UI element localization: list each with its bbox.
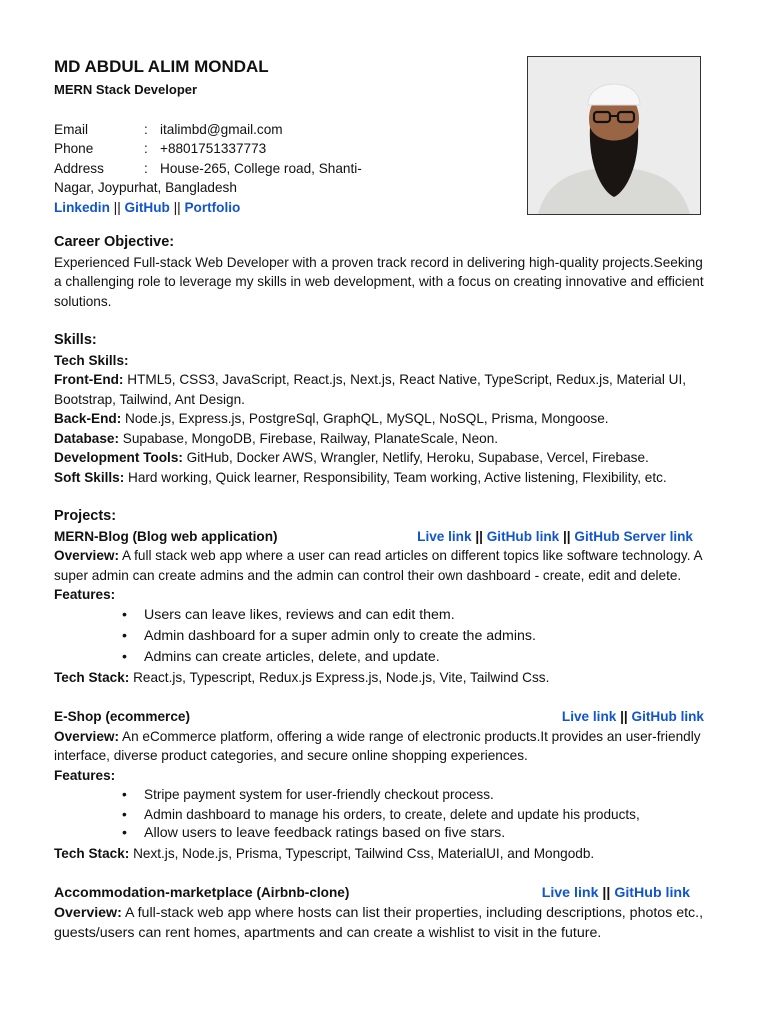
resume-page: [54, 56, 714, 943]
project-header: [54, 707, 714, 727]
features-label: Features:: [54, 587, 116, 602]
contact-address-row: [54, 159, 374, 179]
skill-value: Node.js, Express.js, PostgreSql, GraphQL, MySQL, NoSQL, Prisma, Mongoose.: [121, 411, 609, 426]
project-links: [542, 883, 690, 903]
project-header: [54, 883, 714, 903]
list-item: • Stripe payment system for user-friendly checkout process.: [144, 785, 714, 805]
address-label: Address: [54, 160, 104, 176]
skill-label: Development Tools:: [54, 450, 183, 465]
project-header: [54, 527, 714, 547]
link-separator: ||: [620, 709, 628, 724]
contact-block: [54, 120, 374, 218]
phone-colon: :: [144, 141, 148, 156]
address-value-line2: Nagar, Joypurhat, Bangladesh: [54, 180, 237, 195]
feature-list: [54, 785, 714, 844]
link-separator: ||: [563, 528, 571, 544]
link-separator: ||: [475, 528, 483, 544]
feature-list: [54, 605, 714, 668]
profile-links: [54, 198, 374, 218]
overview-text: A full stack web app where a user can read articles on different topics like software technology. A super admin can create admins and the admin can control their own dashboard - create, edit and delete.: [54, 548, 702, 583]
portfolio-link[interactable]: Portfolio: [184, 199, 241, 215]
skill-row-devtools: [54, 448, 714, 468]
skill-row-frontend: [54, 370, 714, 409]
career-objective-section: [54, 233, 714, 311]
project-tech-stack: [54, 668, 714, 688]
github-link[interactable]: GitHub link: [486, 528, 560, 544]
email-value: italimbd@gmail.com: [160, 121, 283, 137]
skill-label: Soft Skills:: [54, 469, 125, 485]
tech-stack-label: Tech Stack:: [54, 845, 130, 861]
candidate-name: MD ABDUL ALIM MONDAL: [54, 57, 269, 76]
list-item: • Allow users to leave feedback ratings based on five stars.: [144, 824, 714, 844]
skill-value: GitHub, Docker AWS, Wrangler, Netlify, Heroku, Supabase, Vercel, Firebase.: [182, 450, 649, 465]
skill-row-backend: [54, 409, 714, 429]
tech-stack-text: React.js, Typescript, Redux.js Express.js, Node.js, Vite, Tailwind Css.: [129, 669, 550, 685]
project-links: [417, 527, 693, 547]
overview-label: Overview:: [54, 728, 119, 744]
project-overview: [54, 727, 714, 766]
tech-stack-label: Tech Stack:: [54, 669, 130, 685]
project-overview: [54, 546, 714, 585]
overview-label: Overview:: [54, 905, 122, 921]
skill-label: Front-End:: [54, 372, 124, 387]
project-mern-blog: [54, 527, 714, 688]
list-item: • Users can leave likes, reviews and can edit them.: [144, 605, 714, 626]
list-item: • Admin dashboard to manage his orders, to create, delete and update his products,: [144, 805, 714, 825]
github-link[interactable]: GitHub link: [614, 885, 690, 901]
project-tech-stack: [54, 844, 714, 864]
project-accommodation-marketplace: [54, 883, 714, 943]
overview-text: A full-stack web app where hosts can list their properties, including descriptions, photos etc., guests/users can rent homes, apartments and can create a wishlist to visit in the future.: [54, 905, 704, 941]
email-colon: :: [144, 121, 148, 137]
career-objective-text: Experienced Full-stack Web Developer with a proven track record in delivering high-quality projects.Seeking a challenging role to leverage my skills in web development, with a focus on creating innovative and efficient solutions.: [54, 254, 704, 309]
skill-value: Supabase, MongoDB, Firebase, Railway, PlanateScale, Neon.: [118, 430, 499, 446]
list-item: • Admins can create articles, delete, and update.: [144, 647, 714, 668]
contact-email-row: [54, 120, 374, 140]
skill-value: HTML5, CSS3, JavaScript, React.js, Next.js, React Native, TypeScript, Redux.js, Material UI, Bootstrap, Tailwind, Ant Design.: [54, 372, 687, 407]
email-label: Email: [54, 121, 88, 137]
overview-label: Overview:: [54, 548, 119, 563]
phone-value: +8801751337773: [160, 141, 267, 156]
live-link[interactable]: Live link: [561, 709, 617, 724]
list-item: • Admin dashboard for a super admin only to create the admins.: [144, 626, 714, 647]
link-separator: ||: [113, 199, 121, 215]
skill-row-database: [54, 429, 714, 449]
skill-label: Database:: [54, 430, 119, 446]
features-label: Features:: [54, 767, 116, 783]
project-title-suffix: (Airbnb-clone): [252, 885, 350, 900]
live-link[interactable]: Live link: [541, 885, 599, 901]
address-value-line1: House-265, College road, Shanti-: [160, 160, 362, 176]
projects-section: [54, 507, 714, 943]
phone-label: Phone: [54, 141, 94, 156]
project-eshop: [54, 707, 714, 863]
career-objective-heading: Career Objective:: [54, 234, 175, 250]
overview-text: An eCommerce platform, offering a wide range of electronic products.It provides an user-friendly interface, diverse product categories, and secure online shopping experiences.: [54, 728, 701, 763]
linkedin-link[interactable]: Linkedin: [54, 199, 110, 215]
github-link[interactable]: GitHub: [124, 199, 170, 215]
projects-heading: Projects:: [54, 508, 117, 524]
project-title: MERN-Blog (Blog web application): [54, 528, 278, 544]
live-link[interactable]: Live link: [417, 528, 472, 544]
github-link[interactable]: GitHub link: [631, 709, 704, 724]
project-title: [54, 883, 349, 903]
candidate-role: MERN Stack Developer: [54, 82, 198, 97]
tech-stack-text: Next.js, Node.js, Prisma, Typescript, Tailwind Css, MaterialUI, and Mongodb.: [129, 845, 595, 861]
skill-label: Back-End:: [54, 411, 122, 426]
link-separator: ||: [173, 199, 181, 215]
github-server-link[interactable]: GitHub Server link: [574, 528, 693, 544]
tech-skills-heading: Tech Skills:: [54, 352, 129, 368]
project-links: [562, 707, 704, 727]
skills-heading: Skills:: [54, 332, 97, 348]
project-overview: [54, 903, 714, 943]
contact-phone-row: [54, 139, 374, 159]
address-colon: :: [144, 160, 148, 176]
project-title: E-Shop (ecommerce): [54, 709, 190, 724]
skill-row-softskills: [54, 468, 714, 488]
link-separator: ||: [602, 885, 611, 901]
skills-section: [54, 331, 714, 487]
project-title-main: Accommodation-marketplace: [54, 885, 253, 901]
skill-value: Hard working, Quick learner, Responsibility, Team working, Active listening, Flexibility, etc.: [124, 469, 667, 485]
